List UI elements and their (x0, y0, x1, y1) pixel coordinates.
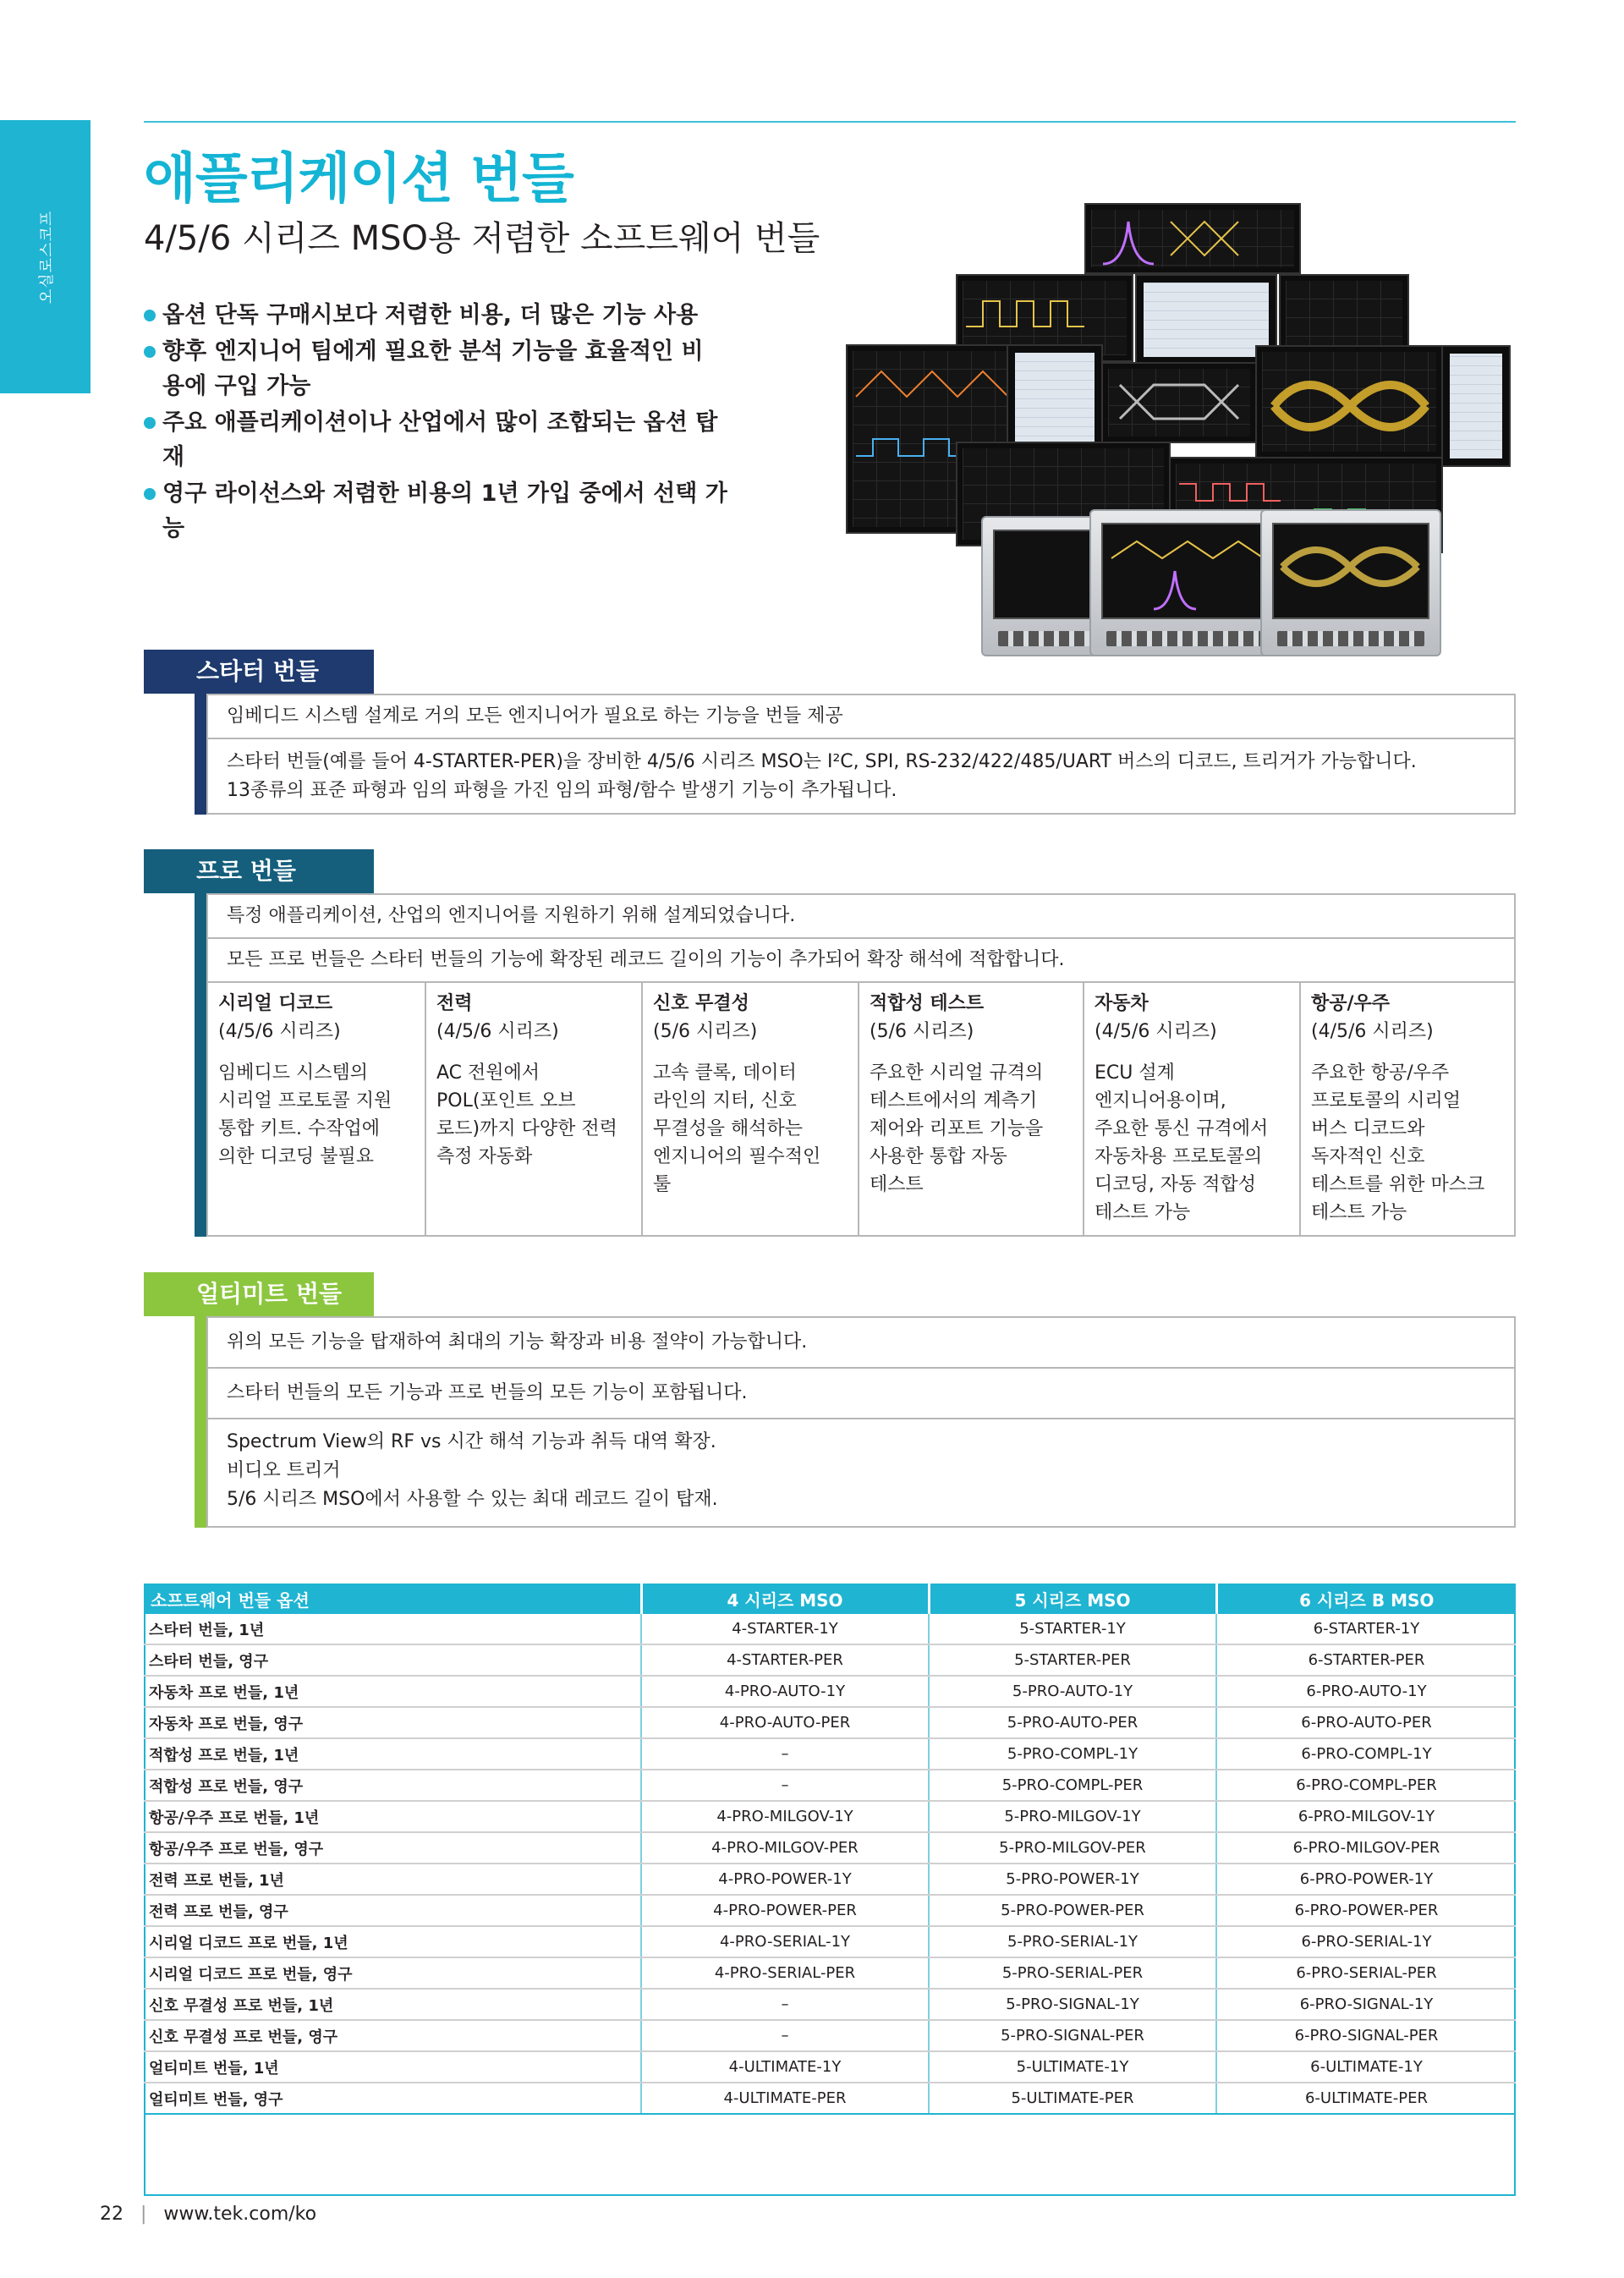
pro-bundle-box (206, 893, 1516, 1237)
pro-column-title: 시리얼 디코드 (218, 993, 333, 1014)
table-cell: 얼티미트 번들, 1년 (144, 2051, 641, 2083)
table-cell: 5-PRO-COMPL-PER (929, 1770, 1216, 1801)
side-tab (0, 120, 91, 393)
table-cell: 자동차 프로 번들, 영구 (144, 1707, 641, 1738)
starter-bundle-row (208, 739, 1514, 815)
table-cell: 4-PRO-POWER-PER (641, 1895, 929, 1926)
table-cell: 4-PRO-AUTO-1Y (641, 1676, 929, 1707)
pro-column-desc-line: 디코딩, 자동 적합성 (1095, 1174, 1256, 1195)
pro-column-desc-line: 독자적인 신호 (1311, 1146, 1425, 1167)
table-cell: 자동차 프로 번들, 1년 (144, 1676, 641, 1707)
pro-column-desc-line: 로드)까지 다양한 전력 (436, 1118, 617, 1139)
pro-bundle-columns (208, 983, 1514, 1237)
pro-column-desc-line: 사용한 통합 자동 (870, 1146, 1007, 1167)
pro-column-series: (4/5/6 시리즈) (1311, 1021, 1434, 1042)
table-cell: 6-PRO-COMPL-1Y (1216, 1738, 1516, 1770)
table-cell: 5-PRO-MILGOV-PER (929, 1832, 1216, 1864)
side-tab-label: 오실로스코프 (37, 210, 56, 304)
pro-column-desc-line: 라인의 지터, 신호 (653, 1090, 797, 1112)
pro-column-desc-line: 테스트에서의 계측기 (870, 1090, 1038, 1112)
table-row (144, 1926, 1516, 1957)
pro-column-series: (5/6 시리즈) (870, 1021, 974, 1042)
ultimate-bundle-header: 얼티미트 번들 (144, 1272, 374, 1316)
pro-column-desc-line: 주요한 시리얼 규격의 (870, 1062, 1044, 1084)
table-cell: 4-STARTER-1Y (641, 1614, 929, 1644)
pro-column-series: (4/5/6 시리즈) (436, 1021, 559, 1042)
table-cell: 4-PRO-MILGOV-1Y (641, 1801, 929, 1832)
table-cell: 5-STARTER-PER (929, 1644, 1216, 1676)
oscilloscope-5-series (1089, 509, 1279, 656)
pro-column-title: 신호 무결성 (653, 993, 749, 1014)
table-row (144, 1801, 1516, 1832)
table-cell: 6-STARTER-1Y (1216, 1614, 1516, 1644)
oscilloscope-6-series (1260, 509, 1441, 656)
pro-column-desc-line: POL(포인트 오브 (436, 1090, 576, 1112)
page-number: 22 (100, 2204, 123, 2225)
ultimate-bundle-text: 5/6 시리즈 MSO에서 사용할 수 있는 최대 레코드 길이 탑재. (227, 1489, 718, 1510)
pro-column-desc-line: 시리얼 프로토콜 지원 (218, 1090, 392, 1112)
pro-column-desc-line: 엔지니어의 필수적인 (653, 1146, 821, 1167)
table-header-cell: 4 시리즈 MSO (641, 1584, 929, 1614)
table-cell: 시리얼 디코드 프로 번들, 1년 (144, 1926, 641, 1957)
pro-column-compliance (858, 983, 1083, 1237)
screenshot-thumb (1441, 345, 1511, 467)
table-cell: 6-ULTIMATE-1Y (1216, 2051, 1516, 2083)
pro-column-signal (641, 983, 858, 1237)
pro-column-desc-line: AC 전원에서 (436, 1062, 540, 1084)
table-row (144, 1676, 1516, 1707)
pro-column-series: (4/5/6 시리즈) (218, 1021, 341, 1042)
ultimate-bundle-row: 스타터 번들의 모든 기능과 프로 번들의 모든 기능이 포함됩니다. (208, 1369, 1514, 1419)
pro-bundle-row: 특정 애플리케이션, 산업의 엔지니어를 지원하기 위해 설계되었습니다. (208, 895, 1514, 939)
ultimate-bundle-text: Spectrum View의 RF vs 시간 해석 기능과 취득 대역 확장. (227, 1431, 716, 1452)
table-header-row (144, 1584, 1516, 1614)
pro-column-title: 자동차 (1095, 993, 1149, 1014)
pro-column-series: (5/6 시리즈) (653, 1021, 758, 1042)
table-cell: 스타터 번들, 1년 (144, 1614, 641, 1644)
table-cell: 6-PRO-MILGOV-1Y (1216, 1801, 1516, 1832)
oscilloscope-4-series (981, 516, 1107, 656)
table-cell: 6-PRO-SERIAL-PER (1216, 1957, 1516, 1989)
pro-column-desc-line: 무결성을 해석하는 (653, 1118, 804, 1139)
pro-column-desc-line: 테스트 가능 (1095, 1202, 1191, 1223)
pro-bundle-row: 모든 프로 번들은 스타터 번들의 기능에 확장된 레코드 길이의 기능이 추가되어 확장 해석에 적합합니다. (208, 939, 1514, 983)
table-row (144, 1707, 1516, 1738)
table-cell: 신호 무결성 프로 번들, 영구 (144, 2020, 641, 2051)
starter-bundle-box (206, 694, 1516, 815)
table-row (144, 1832, 1516, 1864)
pro-column-desc-line: ECU 설계 (1095, 1062, 1175, 1084)
pro-column-desc-line: 프로토콜의 시리얼 (1311, 1090, 1462, 1112)
page-footer (100, 2204, 316, 2225)
table-cell: 4-ULTIMATE-1Y (641, 2051, 929, 2083)
table-cell: 6-PRO-SERIAL-1Y (1216, 1926, 1516, 1957)
table-cell: 4-STARTER-PER (641, 1644, 929, 1676)
options-table (144, 1584, 1516, 2115)
table-cell: 4-PRO-SERIAL-PER (641, 1957, 929, 1989)
feature-bullets (144, 298, 736, 547)
footer-separator: | (140, 2204, 147, 2225)
table-cell: 항공/우주 프로 번들, 1년 (144, 1801, 641, 1832)
pro-column-title: 전력 (436, 993, 473, 1014)
pro-column-desc-line: 툴 (653, 1174, 672, 1195)
table-cell: 전력 프로 번들, 영구 (144, 1895, 641, 1926)
table-row (144, 2051, 1516, 2083)
pro-column-desc-line: 제어와 리포트 기능을 (870, 1118, 1044, 1139)
starter-bundle-row: 임베디드 시스템 설계로 거의 모든 엔지니어가 필요로 하는 기능을 번들 제공 (208, 695, 1514, 739)
pro-column-desc-line: 테스트를 위한 마스크 (1311, 1174, 1485, 1195)
ultimate-bundle-box (206, 1316, 1516, 1528)
starter-bundle-text: 스타터 번들(예를 들어 4-STARTER-PER)을 장비한 4/5/6 시리즈 MSO는 I²C, SPI, RS-232/422/485/UART 버스의 디코드, 트리거가 가능합니다. (227, 751, 1417, 772)
bullet-item: 향후 엔지니어 팀에게 필요한 분석 기능을 효율적인 비용에 구입 가능 (144, 334, 704, 403)
table-cell: 5-PRO-POWER-1Y (929, 1864, 1216, 1895)
table-cell: 항공/우주 프로 번들, 영구 (144, 1832, 641, 1864)
table-cell: 5-PRO-COMPL-1Y (929, 1738, 1216, 1770)
table-cell: 4-PRO-POWER-1Y (641, 1864, 929, 1895)
table-row (144, 1957, 1516, 1989)
table-row (144, 1989, 1516, 2020)
table-cell: 스타터 번들, 영구 (144, 1644, 641, 1676)
table-row (144, 1895, 1516, 1926)
table-cell: 6-PRO-COMPL-PER (1216, 1770, 1516, 1801)
page-title: 애플리케이션 번들 (144, 148, 573, 211)
table-header-cell: 5 시리즈 MSO (929, 1584, 1216, 1614)
footer-url: www.tek.com/ko (163, 2204, 317, 2225)
pro-column-desc-line: 버스 디코드와 (1311, 1118, 1425, 1139)
table-header-cell: 6 시리즈 B MSO (1216, 1584, 1516, 1614)
bullet-item: 주요 애플리케이션이나 산업에서 많이 조합되는 옵션 탑재 (144, 405, 736, 475)
starter-bundle-header: 스타터 번들 (144, 650, 374, 694)
table-cell: 6-PRO-POWER-PER (1216, 1895, 1516, 1926)
table-cell: 5-PRO-POWER-PER (929, 1895, 1216, 1926)
table-cell: 6-PRO-SIGNAL-1Y (1216, 1989, 1516, 2020)
top-rule (144, 121, 1516, 123)
table-cell: 적합성 프로 번들, 영구 (144, 1770, 641, 1801)
pro-column-desc-line: 자동차용 프로토콜의 (1095, 1146, 1263, 1167)
table-cell: 5-PRO-AUTO-PER (929, 1707, 1216, 1738)
table-cell: 4-PRO-MILGOV-PER (641, 1832, 929, 1864)
ultimate-bundle-text: 비디오 트리거 (227, 1460, 341, 1481)
page-subtitle: 4/5/6 시리즈 MSO용 저렴한 소프트웨어 번들 (144, 219, 820, 258)
table-cell: 6-PRO-AUTO-1Y (1216, 1676, 1516, 1707)
pro-column-desc-line: 임베디드 시스템의 (218, 1062, 369, 1084)
table-header-cell: 소프트웨어 번들 옵션 (144, 1584, 641, 1614)
pro-column-desc-line: 주요한 항공/우주 (1311, 1062, 1450, 1084)
table-cell: 신호 무결성 프로 번들, 1년 (144, 1989, 641, 2020)
ultimate-bundle-row (208, 1419, 1514, 1528)
table-cell: 6-PRO-AUTO-PER (1216, 1707, 1516, 1738)
pro-column-desc-line: 고속 클록, 데이터 (653, 1062, 797, 1084)
pro-column-power (425, 983, 641, 1237)
table-cell: 5-STARTER-1Y (929, 1614, 1216, 1644)
table-cell: 시리얼 디코드 프로 번들, 영구 (144, 1957, 641, 1989)
pro-column-automotive (1083, 983, 1299, 1237)
table-cell: 전력 프로 번들, 1년 (144, 1864, 641, 1895)
table-cell: 5-PRO-SIGNAL-1Y (929, 1989, 1216, 2020)
bullet-item: 영구 라이선스와 저렴한 비용의 1년 가입 중에서 선택 가능 (144, 476, 736, 546)
table-cell: 4-PRO-AUTO-PER (641, 1707, 929, 1738)
pro-column-title: 항공/우주 (1311, 993, 1391, 1014)
table-cell: 6-ULTIMATE-PER (1216, 2083, 1516, 2114)
table-cell: 6-PRO-POWER-1Y (1216, 1864, 1516, 1895)
ultimate-bundle-row: 위의 모든 기능을 탑재하여 최대의 기능 확장과 비용 절약이 가능합니다. (208, 1318, 1514, 1369)
pro-column-series: (4/5/6 시리즈) (1095, 1021, 1217, 1042)
table-cell: 적합성 프로 번들, 1년 (144, 1738, 641, 1770)
pro-column-serial (208, 983, 425, 1237)
table-body (144, 1614, 1516, 2114)
pro-column-title: 적합성 테스트 (870, 993, 985, 1014)
pro-column-desc-line: 테스트 가능 (1311, 1202, 1407, 1223)
table-row (144, 2020, 1516, 2051)
product-collage-image (846, 196, 1514, 653)
table-row (144, 1738, 1516, 1770)
table-cell: 5-PRO-MILGOV-1Y (929, 1801, 1216, 1832)
table-cell: 5-PRO-SERIAL-1Y (929, 1926, 1216, 1957)
table-cell: – (641, 1989, 929, 2020)
table-row (144, 2083, 1516, 2114)
pro-column-aerospace (1299, 983, 1514, 1237)
table-row (144, 1644, 1516, 1676)
table-cell: 6-PRO-SIGNAL-PER (1216, 2020, 1516, 2051)
table-row (144, 1614, 1516, 1644)
table-cell: 5-ULTIMATE-PER (929, 2083, 1216, 2114)
table-row (144, 1770, 1516, 1801)
pro-bundle-header: 프로 번들 (144, 849, 374, 893)
screenshot-thumb (1101, 362, 1257, 443)
screenshot-thumb (1255, 345, 1443, 458)
table-cell: 4-ULTIMATE-PER (641, 2083, 929, 2114)
screenshot-thumb (1084, 203, 1301, 274)
table-cell: 6-STARTER-PER (1216, 1644, 1516, 1676)
table-cell: 5-PRO-AUTO-1Y (929, 1676, 1216, 1707)
pro-column-desc-line: 테스트 (870, 1174, 924, 1195)
table-cell: 5-PRO-SIGNAL-PER (929, 2020, 1216, 2051)
pro-column-desc-line: 엔지니어용이며, (1095, 1090, 1226, 1112)
table-cell: 4-PRO-SERIAL-1Y (641, 1926, 929, 1957)
table-cell: 얼티미트 번들, 영구 (144, 2083, 641, 2114)
pro-column-desc-line: 통합 키트. 수작업에 (218, 1118, 380, 1139)
pro-column-desc-line: 측정 자동화 (436, 1146, 533, 1167)
table-cell: – (641, 2020, 929, 2051)
pro-column-desc-line: 주요한 통신 규격에서 (1095, 1118, 1269, 1139)
starter-bundle-text: 13종류의 표준 파형과 임의 파형을 가진 임의 파형/함수 발생기 기능이 추가됩니다. (227, 780, 897, 801)
table-cell: – (641, 1738, 929, 1770)
table-cell: 5-ULTIMATE-1Y (929, 2051, 1216, 2083)
table-row (144, 1864, 1516, 1895)
table-cell: 5-PRO-SERIAL-PER (929, 1957, 1216, 1989)
bullet-item: 옵션 단독 구매시보다 저렴한 비용, 더 많은 기능 사용 (144, 298, 736, 332)
pro-column-desc-line: 의한 디코딩 불필요 (218, 1146, 375, 1167)
table-cell: – (641, 1770, 929, 1801)
table-cell: 6-PRO-MILGOV-PER (1216, 1832, 1516, 1864)
